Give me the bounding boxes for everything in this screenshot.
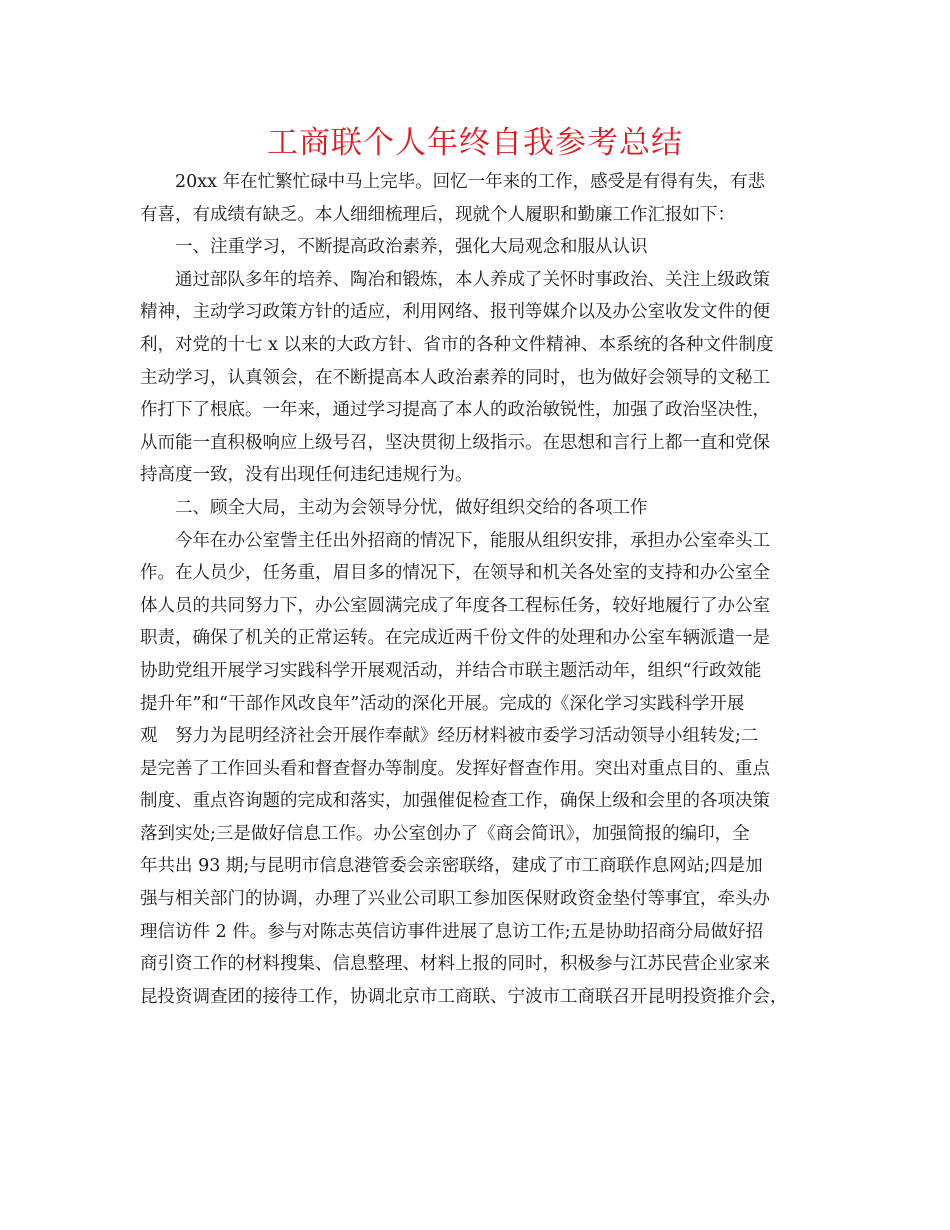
text-line: 落到实处;三是做好信息工作。办公室创办了《商会简讯》，加强简报的编印，全 [140, 823, 750, 844]
text-line: 持高度一致，没有出现任何违纪违规行为。 [140, 465, 473, 486]
text-line: 二、顾全大局，主动为会领导分忧，做好组织交给的各项工作 [140, 497, 648, 518]
text-line: 作。在人员少，任务重，眉目多的情况下，在领导和机关各处室的支持和办公室全 [140, 563, 770, 584]
text-line: 从而能一直积极响应上级号召，坚决贯彻上级指示。在思想和言行上都一直和党保 [140, 432, 770, 453]
text-line: 今年在办公室訾主任出外招商的情况下，能服从组织安排，承担办公室牵头工 [140, 530, 770, 551]
text-line: 利，对党的十七 x 以来的大政方针、省市的各种文件精神、本系统的各种文件制度 [140, 334, 774, 355]
text-line: 通过部队多年的培养、陶冶和锻炼，本人养成了关怀时事政治、关注上级政策 [140, 269, 770, 290]
text-line: 协助党组开展学习实践科学开展观活动，并结合市联主题活动年，组织“行政效能 [140, 660, 762, 681]
document-title: 工商联个人年终自我参考总结 [267, 125, 683, 161]
text-line: 一、注重学习，不断提高政治素养，强化大局观念和服从认识 [140, 237, 648, 258]
text-line: 昆投资调查团的接待工作，协调北京市工商联、宁波市工商联召开昆明投资推介会， [140, 986, 788, 1007]
text-line: 观 努力为昆明经济社会开展作奉献》经历材料被市委学习活动领导小组转发;二 [140, 726, 759, 747]
document-body [140, 166, 820, 1013]
text-line: 强与相关部门的协调，办理了兴业公司职工参加医保财政资金垫付等事宜，牵头办 [140, 889, 770, 910]
text-line: 提升年”和“干部作风改良年”活动的深化开展。完成的《深化学习实践科学开展 [140, 693, 745, 714]
text-line: 有喜，有成绩有缺乏。本人细细梳理后，现就个人履职和勤廉工作汇报如下： [140, 204, 735, 225]
text-line: 职责，确保了机关的正常运转。在完成近两千份文件的处理和办公室车辆派遣一是 [140, 628, 770, 649]
text-line: 主动学习，认真领会，在不断提高本人政治素养的同时，也为做好会领导的文秘工 [140, 367, 770, 388]
text-line: 商引资工作的材料搜集、信息整理、材料上报的同时，积极参与江苏民营企业家来 [140, 954, 770, 975]
text-line: 是完善了工作回头看和督查督办等制度。发挥好督查作用。突出对重点目的、重点 [140, 758, 770, 779]
text-line: 制度、重点咨询题的完成和落实，加强催促检查工作，确保上级和会里的各项决策 [140, 791, 770, 812]
text-line: 20xx 年在忙繁忙碌中马上完毕。回忆一年来的工作，感受是有得有失，有悲 [140, 172, 766, 192]
text-line: 体人员的共同努力下，办公室圆满完成了年度各工程标任务，较好地履行了办公室 [140, 595, 770, 616]
text-line: 理信访件 2 件。参与对陈志英信访事件进展了息访工作;五是协助招商分局做好招 [140, 921, 764, 942]
text-line: 年共出 93 期;与昆明市信息港管委会亲密联络，建成了市工商联作息网站;四是加 [140, 856, 763, 877]
text-line: 精神，主动学习政策方针的适应，利用网络、报刊等媒介以及办公室收发文件的便 [140, 302, 770, 323]
text-line: 作打下了根底。一年来，通过学习提高了本人的政治敏锐性，加强了政治坚决性， [140, 400, 770, 421]
